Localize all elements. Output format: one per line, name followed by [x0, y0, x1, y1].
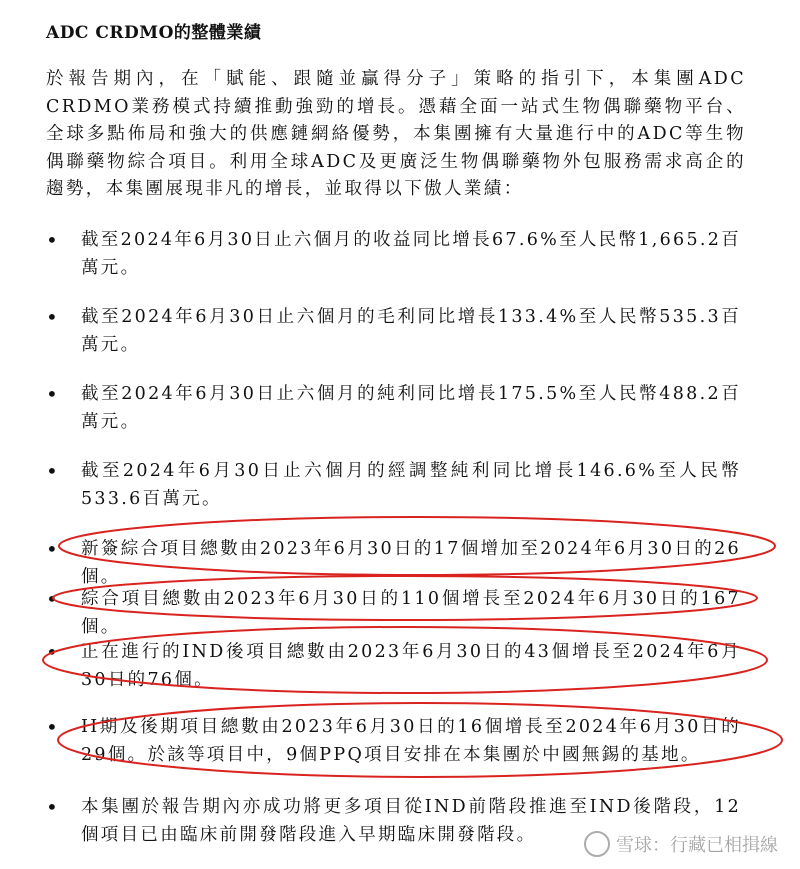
bullet-text: 截至2024年6月30日止六個月的毛利同比增長133.4%至人民幣535.3百萬元。 — [81, 307, 741, 355]
bullet-text: 正在進行的IND後項目總數由2023年6月30日的43個增長至2024年6月30日的76個。 — [81, 642, 741, 690]
intro-paragraph: 於報告期內，在「賦能、跟隨並贏得分子」策略的指引下，本集團ADC CRDMO業務模式持續推動強勁的增長。憑藉全面一站式生物偶聯藥物平台、全球多點佈局和強大的供應鏈網絡優勢，本集團擁有大量進行中的ADC等生物偶聯藥物綜合項目。利用全球ADC及更廣泛生物偶聯藥物外包服務需求高企的趨勢，本集團展現非凡的增長，並取得以下傲人業績： — [46, 69, 746, 199]
bullet-text: II期及後期項目總數由2023年6月30日的16個增長至2024年6月30日的29個。於該等項目中，9個PPQ項目安排在本集團於中國無錫的基地。 — [81, 717, 741, 765]
bullet-dot: • — [46, 537, 58, 561]
bullet-dot: • — [46, 640, 58, 664]
bullet-text: 新簽綜合項目總數由2023年6月30日的17個增加至2024年6月30日的26個。 — [81, 539, 741, 587]
bullet-dot: • — [46, 228, 58, 252]
watermark — [584, 831, 778, 857]
bullet-dot: • — [46, 459, 58, 483]
bullet-dot: • — [46, 305, 58, 329]
bullet-text: 綜合項目總數由2023年6月30日的110個增長至2024年6月30日的167個。 — [81, 589, 741, 637]
bullet-dot: • — [46, 715, 58, 739]
bullet-dot: • — [46, 382, 58, 406]
bullet-text: 截至2024年6月30日止六個月的純利同比增長175.5%至人民幣488.2百萬元。 — [81, 384, 741, 432]
watermark-logo-icon — [584, 831, 610, 857]
bullet-text: 本集團於報告期內亦成功將更多項目從IND前階段推進至IND後階段，12個項目已由臨床前開發階段進入早期臨床開發階段。 — [81, 797, 741, 845]
bullet-text: 截至2024年6月30日止六個月的經調整純利同比增長146.6%至人民幣533.6百萬元。 — [81, 461, 741, 509]
bullet-dot: • — [46, 587, 58, 611]
bullet-text: 截至2024年6月30日止六個月的收益同比增長67.6%至人民幣1,665.2百萬元。 — [81, 230, 741, 278]
watermark-text: 雪球：行藏已相揖線 — [616, 835, 778, 856]
bullet-dot: • — [46, 795, 58, 819]
section-heading: ADC CRDMO的整體業績 — [46, 23, 262, 43]
